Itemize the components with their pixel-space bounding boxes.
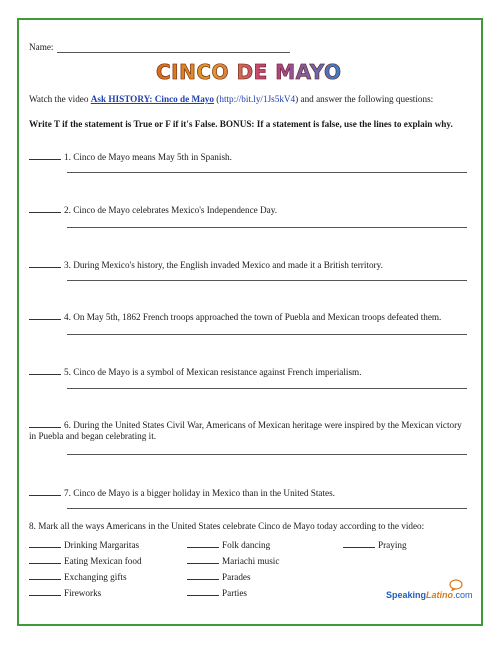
speakinglatino-logo: [386, 590, 473, 600]
option-blank[interactable]: [29, 554, 61, 564]
name-field[interactable]: [57, 52, 290, 53]
option-blank[interactable]: [29, 538, 61, 548]
explain-line-6[interactable]: [67, 454, 467, 455]
question-text-7: 7. Cinco de Mayo is a bigger holiday in Mexico than in the United States.: [64, 488, 335, 498]
answer-blank-4[interactable]: [29, 310, 61, 320]
speech-bubble-icon: [449, 579, 463, 591]
option-label: Drinking Margaritas: [64, 540, 140, 550]
instructions: Write T if the statement is True or F if it's False. BONUS: If a statement is false, use the lines to explain why.: [29, 119, 453, 129]
answer-blank-1[interactable]: [29, 150, 61, 160]
option-row: [187, 570, 251, 583]
short-url-link[interactable]: http://bit.ly/1Js5kV4: [219, 94, 296, 104]
option-row: [29, 538, 139, 551]
explain-line-7[interactable]: [67, 508, 467, 509]
question-5: [29, 365, 362, 378]
intro-suffix: ) and answer the following questions:: [295, 94, 434, 104]
answer-blank-5[interactable]: [29, 365, 61, 375]
option-row: [29, 586, 101, 599]
question-3: [29, 258, 383, 271]
option-label: Parades: [222, 572, 251, 582]
question-text-3: 3. During Mexico's history, the English invaded Mexico and made it a British territory.: [64, 260, 383, 270]
question-text-5: 5. Cinco de Mayo is a symbol of Mexican resistance against French imperialism.: [64, 367, 362, 377]
option-label: Fireworks: [64, 588, 102, 598]
explain-line-1[interactable]: [67, 172, 467, 173]
option-row: [343, 538, 407, 551]
answer-blank-2[interactable]: [29, 203, 61, 213]
option-label: Exchanging gifts: [64, 572, 127, 582]
name-label: Name:: [29, 42, 54, 52]
question-4: [29, 310, 441, 323]
worksheet-title: CINCO DE MAYO: [156, 60, 342, 84]
intro-text: [29, 94, 433, 105]
explain-line-3[interactable]: [67, 280, 467, 281]
logo-part-2: Latino: [426, 590, 454, 600]
answer-blank-7[interactable]: [29, 486, 61, 496]
option-label: Folk dancing: [222, 540, 271, 550]
option-label: Eating Mexican food: [64, 556, 142, 566]
intro-paren: (: [213, 94, 220, 104]
question-2: [29, 203, 277, 216]
question-text-1: 1. Cinco de Mayo means May 5th in Spanish.: [64, 152, 232, 162]
option-row: [29, 570, 127, 583]
logo-part-3: .com: [453, 590, 473, 600]
video-link[interactable]: Ask HISTORY: Cinco de Mayo: [90, 94, 214, 104]
option-blank[interactable]: [187, 538, 219, 548]
question-7: [29, 486, 335, 499]
option-label: Praying: [378, 540, 407, 550]
option-blank[interactable]: [187, 554, 219, 564]
option-row: [187, 586, 247, 599]
option-blank[interactable]: [187, 586, 219, 596]
option-row: [29, 554, 142, 567]
explain-line-2[interactable]: [67, 227, 467, 228]
question-1: [29, 150, 232, 163]
option-row: [187, 538, 270, 551]
answer-blank-6[interactable]: [29, 418, 61, 428]
explain-line-4[interactable]: [67, 334, 467, 335]
question-text-6: 6. During the United States Civil War, Americans of Mexican heritage were inspired by the Mexican victory in Puebla and began celebrating it.: [29, 420, 462, 441]
logo-part-1: Speaking: [386, 590, 427, 600]
question-text-4: 4. On May 5th, 1862 French troops approached the town of Puebla and Mexican troops defeated them.: [64, 312, 442, 322]
option-blank[interactable]: [187, 570, 219, 580]
option-blank[interactable]: [29, 570, 61, 580]
option-label: Mariachi music: [222, 556, 280, 566]
option-blank[interactable]: [343, 538, 375, 548]
explain-line-5[interactable]: [67, 388, 467, 389]
option-label: Parties: [222, 588, 248, 598]
question-6: [29, 418, 467, 442]
intro-prefix: Watch the video: [29, 94, 91, 104]
option-row: [187, 554, 279, 567]
answer-blank-3[interactable]: [29, 258, 61, 268]
option-blank[interactable]: [29, 586, 61, 596]
question-text-2: 2. Cinco de Mayo celebrates Mexico's Independence Day.: [64, 205, 278, 215]
question-8: 8. Mark all the ways Americans in the United States celebrate Cinco de Mayo today according to the video:: [29, 521, 425, 531]
